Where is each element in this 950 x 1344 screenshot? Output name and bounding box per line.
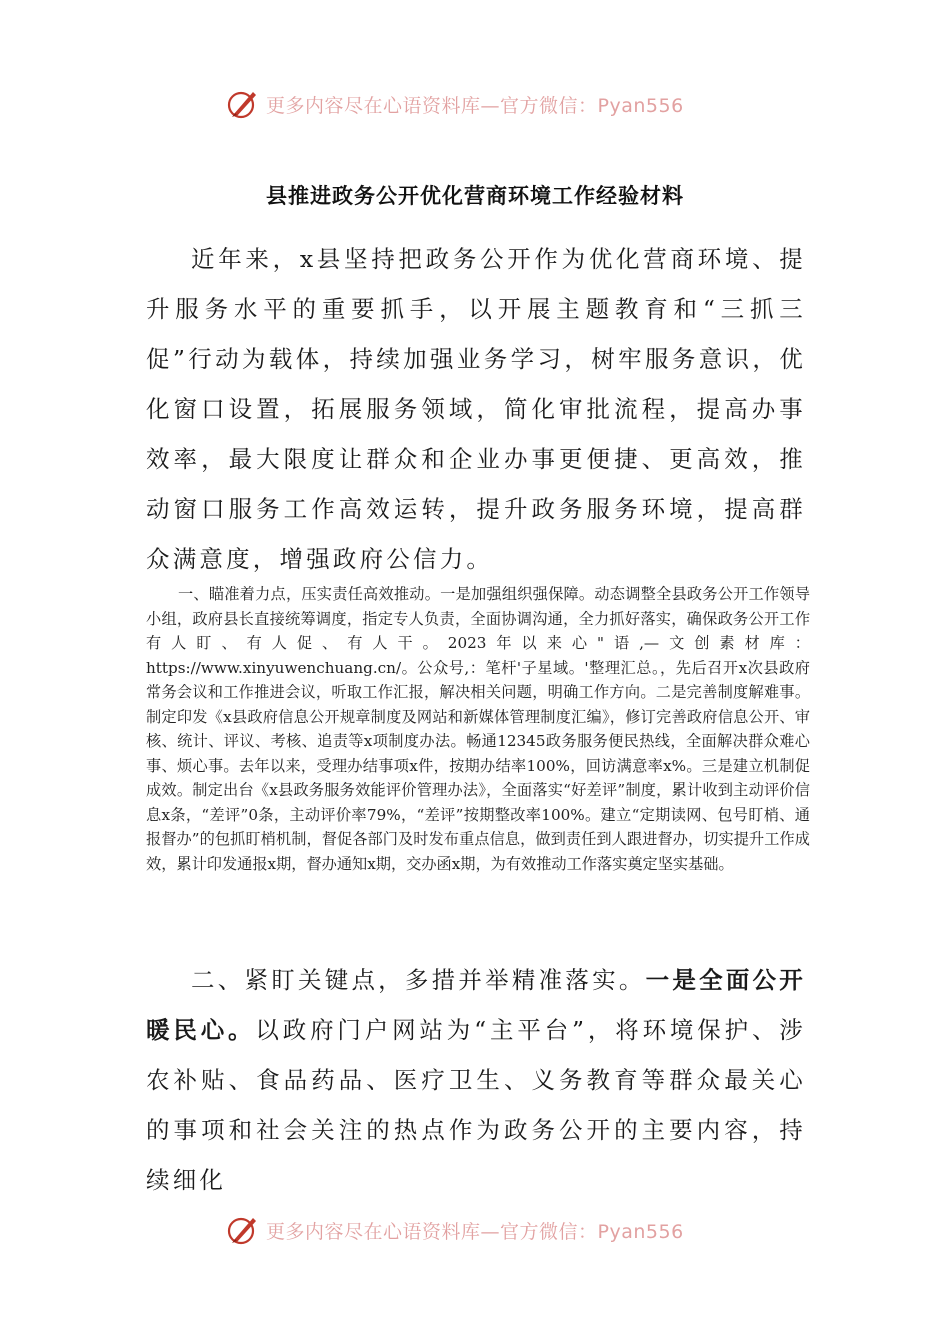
section-2-paragraph (146, 955, 806, 1205)
section-2-heading: 二、紧盯关键点，多措并举精准落实。 (191, 966, 646, 994)
header-watermark (226, 84, 726, 124)
watermark-text: 更多内容尽在心语资料库—官方微信：Pyan556 (266, 1220, 684, 1243)
intro-paragraph: 近年来，x县坚持把政务公开作为优化营商环境、提升服务水平的重要抓手，以开展主题教育和“三抓三促”行动为载体，持续加强业务学习，树牢服务意识，优化窗口设置，拓展服务领域，简化审批流程，提高办事效率，最大限度让群众和企业办事更便捷、更高效，推动窗口服务工作高效运转，提升政务服务环境，提高群众满意度，增强政府公信力。 (146, 245, 806, 573)
section-1-paragraph: 一、瞄准着力点，压实责任高效推动。一是加强组织强保障。动态调整全县政务公开工作领导小组，政府县长直接统筹调度，指定专人负责，全面协调沟通，全力抓好落实，确保政务公开工作有人盯、有人促、有人干。2023年以来心"语,—文创素材库：https://www.xinyuwenchuang.cn/。公众号,：笔杆'子星域。'整理汇总。，先后召开x次县政府常务会议和工作推进会议，听取工作汇报，解决相关问题，明确工作方向。二是完善制度解难事。制定印发《x县政府信息公开规章制度及网站和新媒体管理制度汇编》，修订完善政府信息公开、审核、统计、评议、考核、追责等x项制度办法。畅通12345政务服务便民热线，全面解决群众难心事、烦心事。去年以来，受理办结事项x件，按期办结率100%，回访满意率x%。三是建立机制促成效。制定出台《x县政务服务效能评价管理办法》，全面落实“好差评”制度，累计收到主动评价信息x条，“差评”0条，主动评价率79%，“差评”按期整改率100%。建立“定期读网、包号盯梢、通报督办”的包抓盯梢机制，督促各部门及时发布重点信息，做到责任到人跟进督办，切实提升工作成效，累计印发通报x期，督办通知x期，交办函x期，为有效推动工作落实奠定坚实基础。 (146, 585, 810, 873)
watermark-text: 更多内容尽在心语资料库—官方微信：Pyan556 (266, 94, 684, 117)
document-title: 县推进政务公开优化营商环境工作经验材料 (266, 184, 684, 208)
pen-logo-icon (226, 87, 260, 121)
section-2-body: 以政府门户网站为“主平台”，将环境保护、涉农补贴、食品药品、医疗卫生、义务教育等群众最关心的事项和社会关注的热点作为政务公开的主要内容，持续细化 (146, 1016, 806, 1194)
section-2-bold-point: 一是全面公开暖民心。 (146, 966, 806, 1044)
footer-watermark (226, 1210, 726, 1250)
pen-logo-icon (226, 1213, 260, 1247)
